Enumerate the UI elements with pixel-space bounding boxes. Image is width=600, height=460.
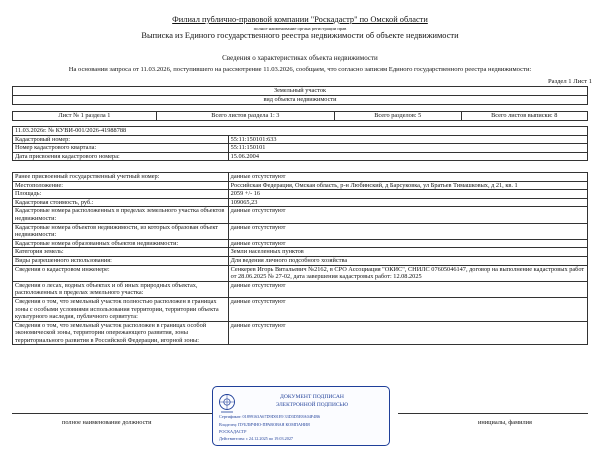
total-sheets-section: Всего листов раздела 1: 3 <box>156 112 334 121</box>
section-title: Сведения о характеристиках объекта недвижимости <box>222 54 378 62</box>
stamp-validity: Действителен: с 24.12.2025 по 19.03.2027 <box>219 436 294 441</box>
table-row <box>13 265 588 281</box>
row-value: данные отсутствуют <box>228 207 587 223</box>
object-type-table <box>12 86 588 105</box>
stamp-owner-org: РОСКАДАСТР <box>219 429 247 434</box>
row-value: данные отсутствуют <box>228 297 587 321</box>
row-value: данные отсутствуют <box>228 173 587 182</box>
row-value: 15.06.2004 <box>228 152 587 161</box>
table-row <box>13 297 588 321</box>
table-row <box>13 223 588 239</box>
row-label: Кадастровый номер: <box>13 135 229 144</box>
table-row <box>13 239 588 248</box>
row-label: Сведения о том, что земельный участок полностью расположен в границах зоны с особыми условиями использования территории, территории объекта культурного наследия, публичного сервитута: <box>13 297 229 321</box>
row-value: Для ведения личного подсобного хозяйства <box>228 256 587 265</box>
row-label: Сведения о том, что земельный участок расположен в границах особой экономической зоны, территории опережающего развития, зоны территориального развития в Российской Федерации, игорной зоны: <box>13 321 229 345</box>
object-type-caption: вид объекта недвижимости <box>13 96 588 105</box>
row-label: Виды разрешенного использования: <box>13 256 229 265</box>
table-row <box>13 248 588 257</box>
electronic-signature-stamp <box>212 386 390 446</box>
row-value: данные отсутствуют <box>228 223 587 239</box>
row-label: Кадастровая стоимость, руб.: <box>13 198 229 207</box>
name-caption: инициалы, фамилия <box>478 419 532 426</box>
row-value: Российская Федерация, Омская область, р-н Любинский, д Барсуковка, ул Братьев Тимашковых, д 21, кв. 1 <box>228 181 587 190</box>
row-value: 2059 +/- 16 <box>228 190 587 199</box>
row-label: Местоположение: <box>13 181 229 190</box>
row-label: Категория земель: <box>13 248 229 257</box>
main-info-table <box>12 126 588 161</box>
row-label: Кадастровые номера расположенных в пределах земельного участка объектов недвижимости: <box>13 207 229 223</box>
stamp-certificate: Сертификат: 01899163A67D9D01E9 33D3D5E8A04F4B6 <box>219 414 321 419</box>
extract-date-number: 11.03.2026г. № КУВИ-001/2026-41988788 <box>13 127 588 136</box>
table-row <box>13 173 588 182</box>
row-label: Сведения о кадастровом инженере: <box>13 265 229 281</box>
signature-line-name <box>398 413 588 414</box>
org-name: Филиал публично-правовой компании "Роскадастр" по Омской области <box>172 15 428 24</box>
table-row <box>13 152 588 161</box>
section-page: Раздел 1 Лист 1 <box>548 78 592 85</box>
details-table <box>12 172 588 345</box>
row-value: данные отсутствуют <box>228 281 587 297</box>
row-value: 55:11:150101:633 <box>228 135 587 144</box>
stamp-subtitle: ЭЛЕКТРОННОЙ ПОДПИСЬЮ <box>275 402 349 408</box>
row-label: Сведения о лесах, водных объектах и об иных природных объектах, расположенных в пределах земельного участка: <box>13 281 229 297</box>
sheet-number: Лист № 1 раздела 1 <box>13 112 157 121</box>
table-row <box>13 181 588 190</box>
signature-emblem-icon <box>218 393 236 415</box>
row-label: Кадастровые номера объектов недвижимости, из которых образован объект недвижимости: <box>13 223 229 239</box>
table-row <box>13 198 588 207</box>
row-value: 109065,23 <box>228 198 587 207</box>
row-value: данные отсутствуют <box>228 239 587 248</box>
object-type: Земельный участок <box>13 87 588 96</box>
org-caption: полное наименование органа регистрации прав <box>253 26 347 31</box>
document-title: Выписка из Единого государственного реестра недвижимости об объекте недвижимости <box>141 31 459 40</box>
lists-table <box>12 111 588 121</box>
table-row <box>13 144 588 153</box>
intro-text: На основании запроса от 11.03.2026, поступившего на рассмотрение 11.03.2026, сообщаем, что согласно записям Единого государственного реестра недвижимости: <box>68 66 532 73</box>
table-row <box>13 321 588 345</box>
row-value: данные отсутствуют <box>228 321 587 345</box>
table-row <box>13 135 588 144</box>
position-caption: полное наименование должности <box>62 419 152 426</box>
table-row <box>13 256 588 265</box>
stamp-title: ДОКУМЕНТ ПОДПИСАН <box>280 394 344 400</box>
row-label: Кадастровые номера образованных объектов недвижимости: <box>13 239 229 248</box>
row-value: 55:11:150101 <box>228 144 587 153</box>
table-row <box>13 207 588 223</box>
table-row <box>13 190 588 199</box>
row-label: Номер кадастрового квартала: <box>13 144 229 153</box>
stamp-owner: Владелец: ПУБЛИЧНО-ПРАВОВАЯ КОМПАНИЯ <box>219 422 310 427</box>
row-value: Земли населенных пунктов <box>228 248 587 257</box>
total-sections: Всего разделов: 5 <box>335 112 462 121</box>
row-label: Площадь: <box>13 190 229 199</box>
table-row <box>13 281 588 297</box>
row-label: Дата присвоения кадастрового номера: <box>13 152 229 161</box>
row-value: Сенкерев Игорь Витальевич №2162, в СРО Ассоциация "ОКИС", СНИЛС 07605046147, договор на выполнение кадастровых работ от 28.06.2025 № 27-02, дата завершения кадастровых работ: 12.08.2025 <box>228 265 587 281</box>
total-sheets-extract: Всего листов выписки: 8 <box>461 112 588 121</box>
signature-line-position <box>12 413 212 414</box>
row-label: Ранее присвоенный государственный учетный номер: <box>13 173 229 182</box>
